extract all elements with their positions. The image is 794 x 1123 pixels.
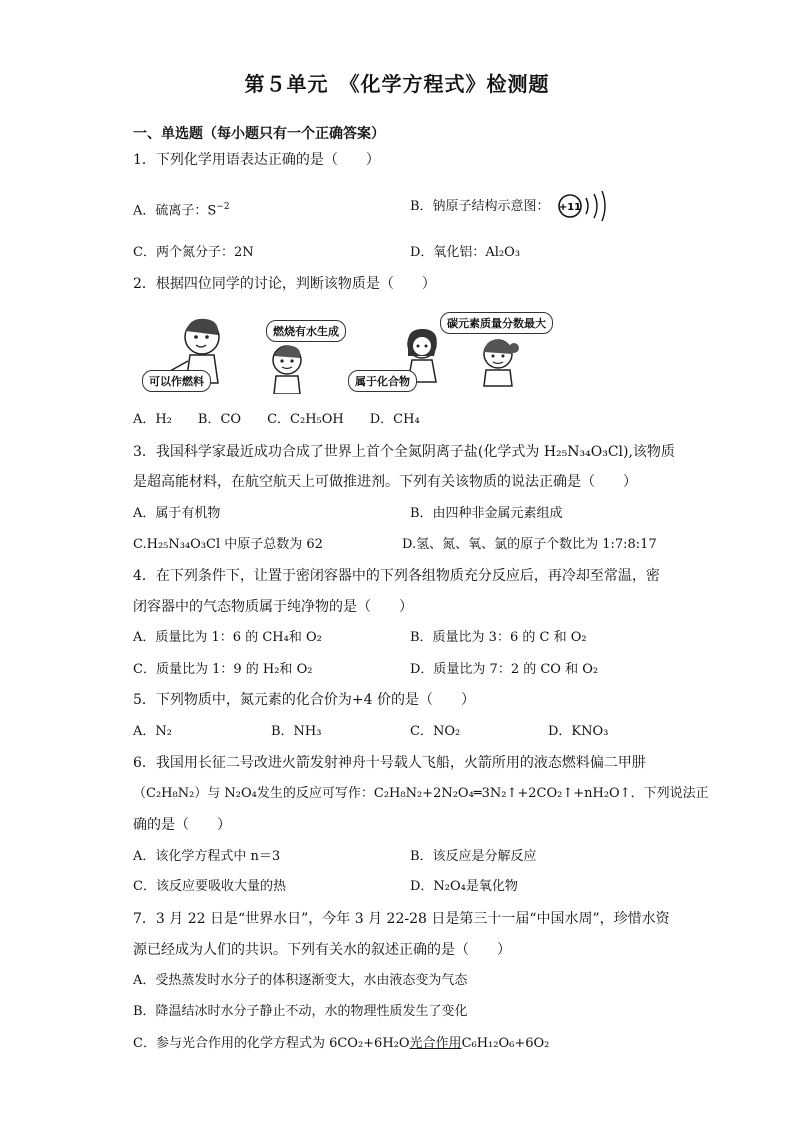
speech-bubble-3: 属于化合物 (348, 370, 417, 392)
question-3-line-1: 3．我国科学家最近成功合成了世界上首个全氮阴离子盐(化学式为 H₂₅N₃₄O₃Cl),该物质 (133, 444, 675, 460)
option-c-products: C₆H₁₂O₆+6O₂ (461, 1036, 550, 1051)
speech-bubble-2: 燃烧有水生成 (266, 320, 346, 342)
question-5-option-b: B．NH₃ (271, 724, 322, 739)
question-7-option-c (133, 1034, 549, 1054)
student-2-figure (262, 342, 312, 394)
question-6-option-a: A．该化学方程式中 n＝3 (133, 849, 281, 864)
question-4-option-a: A．质量比为 1：6 的 CH₄和 O₂ (133, 630, 322, 645)
question-4-line-2: 闭容器中的气态物质属于纯净物的是（ ） (133, 599, 413, 615)
question-4-line-1: 4．在下列条件下，让置于密闭容器中的下列各组物质充分反应后，再冷却至常温，密 (133, 568, 660, 584)
question-7-line-2: 源已经成为人们的共识。下列有关水的叙述正确的是（ ） (133, 942, 511, 958)
speech-bubble-1: 可以作燃料 (142, 370, 211, 392)
question-3-line-2: 是超高能材料，在航空航天上可做推进剂。下列有关该物质的说法正确是（ ） (133, 474, 637, 490)
speech-bubble-4: 碳元素质量分数最大 (440, 312, 553, 334)
question-1-option-d: D．氧化铝：Al₂O₃ (410, 245, 521, 260)
question-5-option-a: A．N₂ (133, 724, 172, 739)
option-c-prefix: C．参与光合作用的化学方程式为 6CO₂+6H₂O (133, 1036, 410, 1051)
question-1-option-b: B．钠原子结构示意图： (410, 199, 550, 214)
sodium-atom-diagram (556, 187, 608, 225)
question-7-option-b: B．降温结冰时水分子静止不动，水的物理性质发生了变化 (133, 1004, 468, 1019)
question-1-option-c: C．两个氮分子：2N (133, 245, 254, 260)
question-3-option-a: A．属于有机物 (133, 506, 221, 521)
question-6-option-c: C．该反应要吸收大量的热 (133, 879, 286, 894)
ion-charge: −2 (216, 202, 230, 212)
reaction-condition: 光合作用 (409, 1036, 462, 1051)
student-4-figure (474, 336, 526, 388)
question-6-option-b: B．该反应是分解反应 (410, 849, 537, 864)
question-3-option-d: D.氢、氮、氧、氯的原子个数比为 1:7:8:17 (402, 537, 657, 552)
question-1-option-a (133, 197, 230, 221)
question-7-option-a: A．受热蒸发时水分子的体积逐渐变大，水由液态变为气态 (133, 973, 468, 988)
question-4-option-b: B．质量比为 3：6 的 C 和 O₂ (410, 630, 587, 645)
question-3-option-c: C.H₂₅N₃₄O₃Cl 中原子总数为 62 (133, 537, 323, 552)
question-1-stem: 1．下列化学用语表达正确的是（ ） (133, 152, 380, 168)
question-5-option-c: C．NO₂ (410, 724, 461, 739)
question-6-line-1: 6．我国用长征二号改进火箭发射神舟十号载人飞船，火箭所用的液态燃料偏二甲肼 (133, 755, 646, 771)
question-3-option-b: B．由四种非金属元素组成 (410, 506, 563, 521)
question-2-options: A．H₂ B．CO C．C₂H₅OH D．CH₄ (133, 412, 420, 427)
section-heading: 一、单选题（每小题只有一个正确答案） (133, 126, 385, 142)
question-7-line-1: 7．3 月 22 日是“世界水日”，今年 3 月 22-28 日是第三十一届“中国水周”，珍惜水资 (133, 911, 670, 927)
question-6-option-d: D．N₂O₄是氧化物 (410, 879, 518, 894)
question-6-line-2: （C₂H₈N₂）与 N₂O₄发生的反应可写作：C₂H₈N₂+2N₂O₄═3N₂↑+2CO₂↑+nH₂O↑．下列说法正 (133, 786, 709, 801)
page-title: 第５单元 《化学方程式》检测题 (244, 72, 550, 96)
question-4-option-c: C．质量比为 1：9 的 H₂和 O₂ (133, 662, 313, 677)
question-5-option-d: D．KNO₃ (548, 724, 609, 739)
question-4-option-d: D．质量比为 7：2 的 CO 和 O₂ (410, 662, 599, 677)
nucleus-label: +11 (558, 202, 582, 213)
question-6-line-3: 确的是（ ） (133, 817, 231, 833)
option-a-text: A．硫离子：S (133, 203, 217, 219)
question-5-stem: 5．下列物质中，氮元素的化合价为+4 价的是（ ） (133, 692, 475, 708)
question-2-stem: 2．根据四位同学的讨论，判断该物质是（ ） (133, 276, 436, 292)
